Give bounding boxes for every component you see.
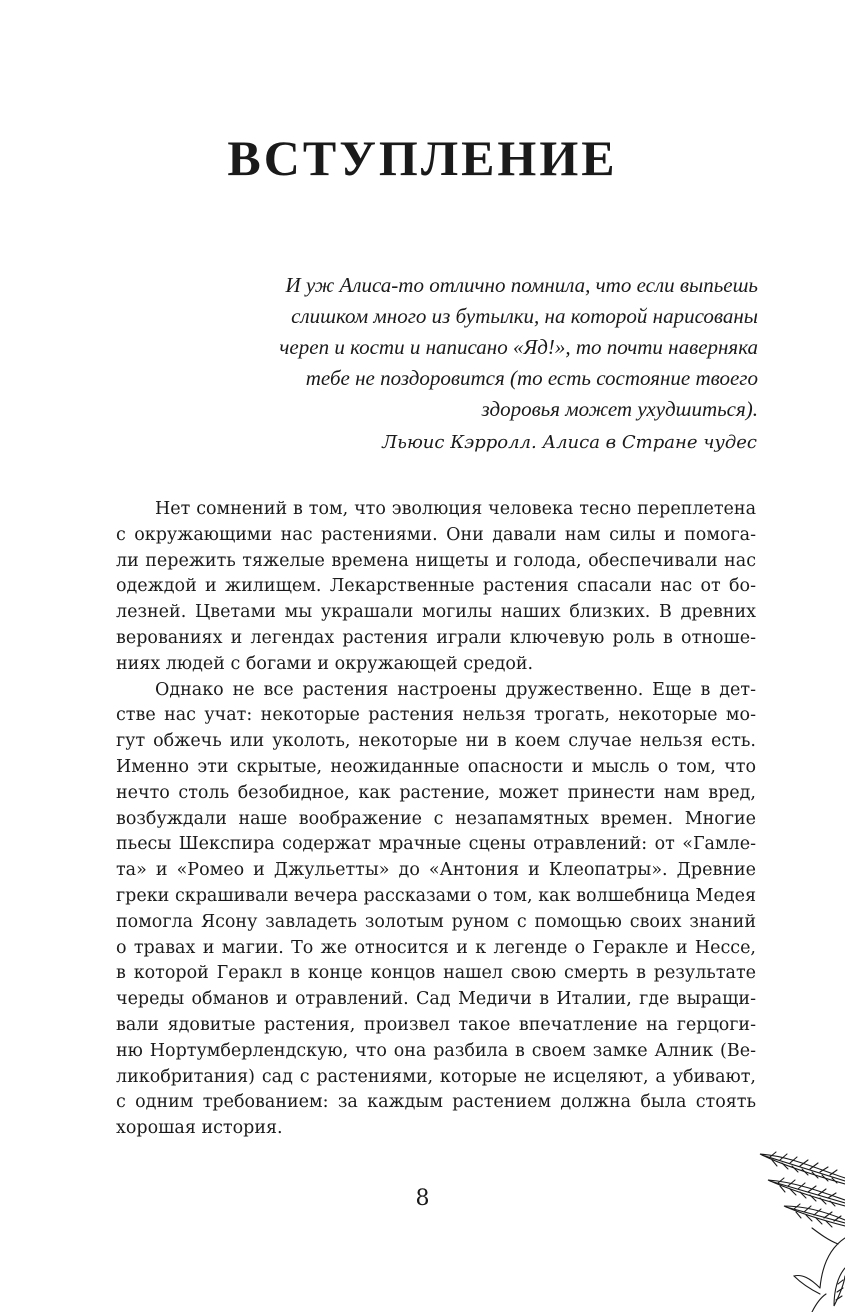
body-text	[116, 497, 756, 1142]
text-line: ниях людей с богами и окружающей средой.	[116, 653, 534, 674]
text-line: с окружающими нас растениями. Они давали нам силы и помога-	[116, 524, 756, 545]
epigraph-line: И уж Алиса-то отлично помнила, что если выпьешь	[285, 273, 758, 297]
text-line: ликобритания) сад с растениями, которые не исцеляют, а убивают,	[116, 1066, 756, 1087]
epigraph-source: Льюис Кэрролл. Алиса в Стране чудес	[382, 432, 757, 453]
epigraph-line: тебе не поздоровится (то есть состояние твоего	[305, 366, 758, 390]
epigraph-line: слишком много из бутылки, на которой нарисованы	[291, 304, 758, 328]
text-line: стве нас учат: некоторые растения нельзя трогать, некоторые мо-	[116, 705, 756, 726]
text-line: та» и «Ромео и Джульетты» до «Антония и Клеопатры». Древние	[116, 860, 756, 881]
text-line: о травах и магии. То же относится и к легенде о Геракле и Нессе,	[116, 937, 756, 958]
plant-leaves-icon	[750, 1148, 845, 1312]
text-line: Именно эти скрытые, неожиданные опасности и мысль о том, что	[116, 756, 756, 777]
paragraph-2	[116, 678, 756, 1142]
text-line: нечто столь безобидное, как растение, может принести нам вред,	[116, 782, 756, 803]
text-line: гут обжечь или уколоть, некоторые ни в коем случае нельзя есть.	[116, 731, 756, 752]
text-line: вали ядовитые растения, произвел такое впечатление на герцоги-	[116, 1014, 756, 1035]
text-line: пьесы Шекспира содержат мрачные сцены отравлений: от «Гамле-	[116, 834, 756, 855]
text-line: ли пережить тяжелые времена нищеты и голода, обеспечивали нас	[116, 550, 756, 571]
text-line: хорошая история.	[116, 1118, 283, 1139]
paragraph-1	[116, 497, 756, 678]
page-number: 8	[415, 1186, 430, 1211]
epigraph	[278, 270, 758, 425]
chapter-title: ВСТУПЛЕНИЕ	[227, 130, 618, 186]
text-line: Однако не все растения настроены дружественно. Еще в дет-	[155, 679, 756, 700]
text-line: лезней. Цветами мы украшали могилы наших близких. В древних	[116, 602, 756, 623]
text-line: в которой Геракл в конце концов нашел свою смерть в результате	[116, 963, 756, 984]
text-line: череды обманов и отравлений. Сад Медичи в Италии, где выращи-	[116, 989, 756, 1010]
epigraph-line: череп и кости и написано «Яд!», то почти наверняка	[279, 335, 758, 359]
text-line: с одним требованием: за каждым растением должна была стоять	[116, 1092, 756, 1113]
text-line: верованиях и легендах растения играли ключевую роль в отноше-	[116, 627, 756, 648]
text-line: Нет сомнений в том, что эволюция человека тесно переплетена	[155, 499, 756, 519]
epigraph-line: здоровья может ухудшиться).	[481, 397, 758, 421]
text-line: греки скрашивали вечера рассказами о том, как волшебница Медея	[116, 885, 756, 906]
text-line: ню Нортумберлендскую, что она разбила в своем замке Алник (Ве-	[116, 1040, 756, 1061]
text-line: одеждой и жилищем. Лекарственные растения спасали нас от бо-	[116, 576, 756, 597]
text-line: возбуждали наше воображение с незапамятных времен. Многие	[116, 808, 756, 829]
text-line: помогла Ясону завладеть золотым руном с помощью своих знаний	[116, 911, 756, 932]
